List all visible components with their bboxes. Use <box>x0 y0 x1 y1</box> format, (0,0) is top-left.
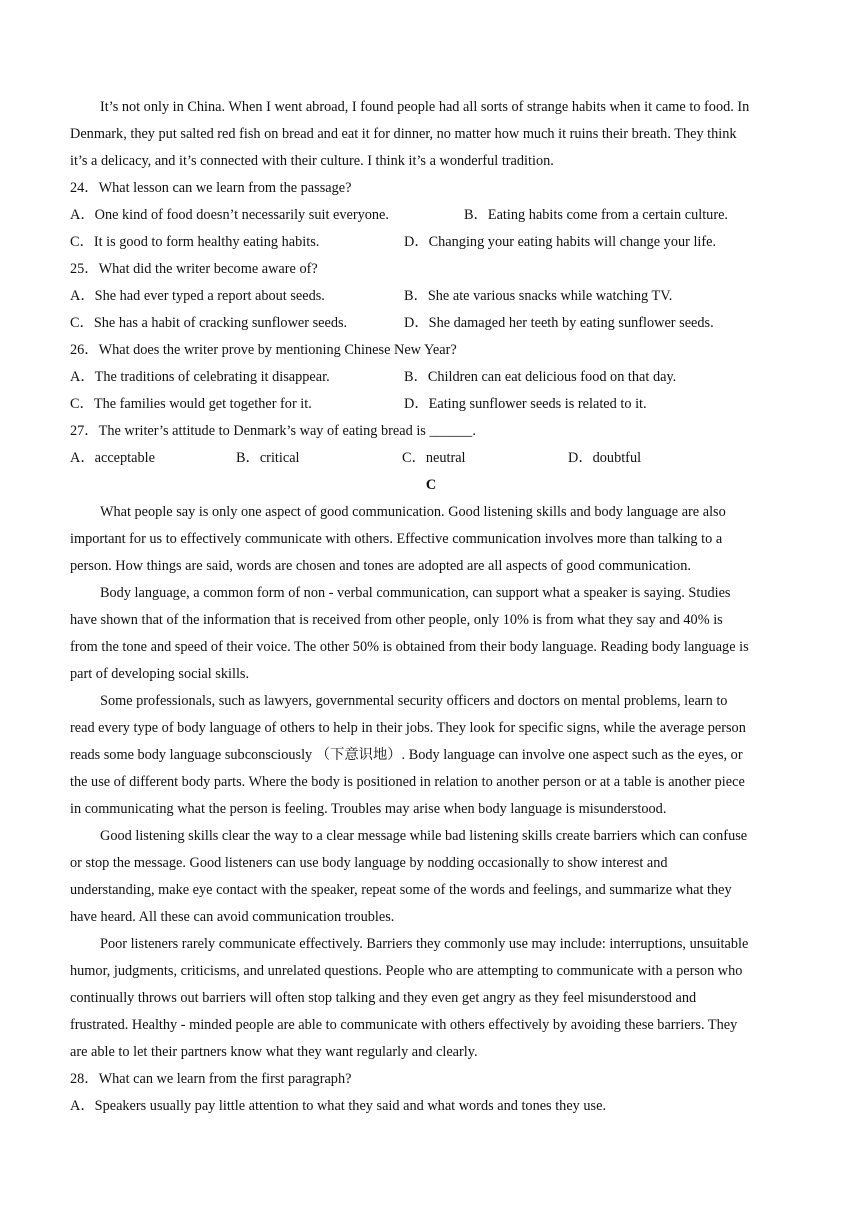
option-a[interactable]: A．The traditions of celebrating it disappear. <box>70 369 330 385</box>
text-line: have shown that of the information that is received from other people, only 10% is from what they say and 40% is <box>70 612 723 628</box>
question-24 <box>70 175 792 256</box>
text-line: important for us to effectively communicate with others. Effective communication involves more than talking to a <box>70 531 723 547</box>
question-stem: 24．What lesson can we learn from the passage? <box>70 180 352 196</box>
text-line: or stop the message. Good listeners can use body language by nodding occasionally to show interest and <box>70 855 668 871</box>
text-line: It’s not only in China. When I went abroad, I found people had all sorts of strange habits when it came to food. In <box>100 99 750 115</box>
option-row <box>70 364 792 391</box>
option-row <box>70 202 792 229</box>
option-row <box>70 391 792 418</box>
option-d[interactable]: D．She damaged her teeth by eating sunflower seeds. <box>404 315 714 331</box>
text-line: have heard. All these can avoid communication troubles. <box>70 909 395 925</box>
option-a[interactable]: A．Speakers usually pay little attention to what they said and what words and tones they use. <box>70 1098 607 1114</box>
text-line: in communicating what the person is feeling. Troubles may arise when body language is misunderstood. <box>70 801 667 817</box>
passage-c-paragraph-1 <box>70 499 792 580</box>
text-line: Denmark, they put salted red fish on bread and eat it for dinner, no matter how much it ruins their breath. They think <box>70 126 737 142</box>
text-line: from the tone and speed of their voice. The other 50% is obtained from their body language. Reading body language is <box>70 639 749 655</box>
option-a[interactable]: A．One kind of food doesn’t necessarily suit everyone. <box>70 207 389 223</box>
text-line: continually throws out barriers will often stop talking and they even get angry as they feel misunderstood and <box>70 990 697 1006</box>
text-line: Some professionals, such as lawyers, governmental security officers and doctors on mental problems, learn to <box>100 693 728 709</box>
question-stem: 27．The writer’s attitude to Denmark’s way of eating bread is ______. <box>70 423 476 439</box>
option-b[interactable]: B．Eating habits come from a certain culture. <box>464 207 729 223</box>
option-a[interactable]: A．acceptable <box>70 450 155 466</box>
passage-c-paragraph-3 <box>70 688 792 823</box>
text-line: Good listening skills clear the way to a clear message while bad listening skills create barriers which can confuse <box>100 828 748 844</box>
option-c[interactable]: C．The families would get together for it. <box>70 396 312 412</box>
text-line: frustrated. Healthy - minded people are able to communicate with others effectively by avoiding these barriers. They <box>70 1017 738 1033</box>
option-row <box>70 229 792 256</box>
document-page <box>70 94 792 1120</box>
text-line: understanding, make eye contact with the speaker, repeat some of the words and feelings, and summarize what they <box>70 882 732 898</box>
option-d[interactable]: D．doubtful <box>568 450 642 466</box>
option-a[interactable]: A．She had ever typed a report about seeds. <box>70 288 325 304</box>
question-stem: 26．What does the writer prove by mentioning Chinese New Year? <box>70 342 457 358</box>
text-line: it’s a delicacy, and it’s connected with their culture. I think it’s a wonderful tradition. <box>70 153 554 169</box>
text-line: Body language, a common form of non - verbal communication, can support what a speaker is saying. Studies <box>100 585 731 601</box>
text-line: What people say is only one aspect of good communication. Good listening skills and body language are also <box>100 504 726 520</box>
text-line: read every type of body language of others to help in their jobs. They look for specific signs, while the average person <box>70 720 746 736</box>
option-row <box>70 283 792 310</box>
option-b[interactable]: B．Children can eat delicious food on that day. <box>404 369 677 385</box>
question-stem: 28．What can we learn from the first paragraph? <box>70 1071 352 1087</box>
option-c[interactable]: C．neutral <box>402 450 466 466</box>
option-b[interactable]: B．critical <box>236 450 300 466</box>
text-line: humor, judgments, criticisms, and unrelated questions. People who are attempting to communicate with a person who <box>70 963 743 979</box>
question-25 <box>70 256 792 337</box>
option-row <box>70 445 792 472</box>
option-row <box>70 310 792 337</box>
passage-c-paragraph-4 <box>70 823 792 931</box>
option-d[interactable]: D．Changing your eating habits will change your life. <box>404 234 717 250</box>
passage-b-paragraph <box>70 94 792 175</box>
question-28 <box>70 1066 792 1120</box>
option-c[interactable]: C．It is good to form healthy eating habits. <box>70 234 320 250</box>
text-line: are able to let their partners know what they want regularly and clearly. <box>70 1044 478 1060</box>
question-26 <box>70 337 792 418</box>
text-line: person. How things are said, words are chosen and tones are adopted are all aspects of good communication. <box>70 558 691 574</box>
question-stem: 25．What did the writer become aware of? <box>70 261 318 277</box>
text-line: the use of different body parts. Where the body is positioned in relation to another person or at a table is another piece <box>70 774 745 790</box>
passage-c-paragraph-2 <box>70 580 792 688</box>
text-line: reads some body language subconsciously （下意识地）. Body language can involve one aspect such as the eyes, or <box>70 747 743 763</box>
text-line: Poor listeners rarely communicate effectively. Barriers they commonly use may include: interruptions, unsuitable <box>100 936 749 952</box>
text-line: part of developing social skills. <box>70 666 250 682</box>
question-27 <box>70 418 792 472</box>
option-b[interactable]: B．She ate various snacks while watching TV. <box>404 288 673 304</box>
option-d[interactable]: D．Eating sunflower seeds is related to it. <box>404 396 647 412</box>
option-c[interactable]: C．She has a habit of cracking sunflower seeds. <box>70 315 348 331</box>
section-heading: C <box>425 477 437 493</box>
passage-c-paragraph-5 <box>70 931 792 1066</box>
